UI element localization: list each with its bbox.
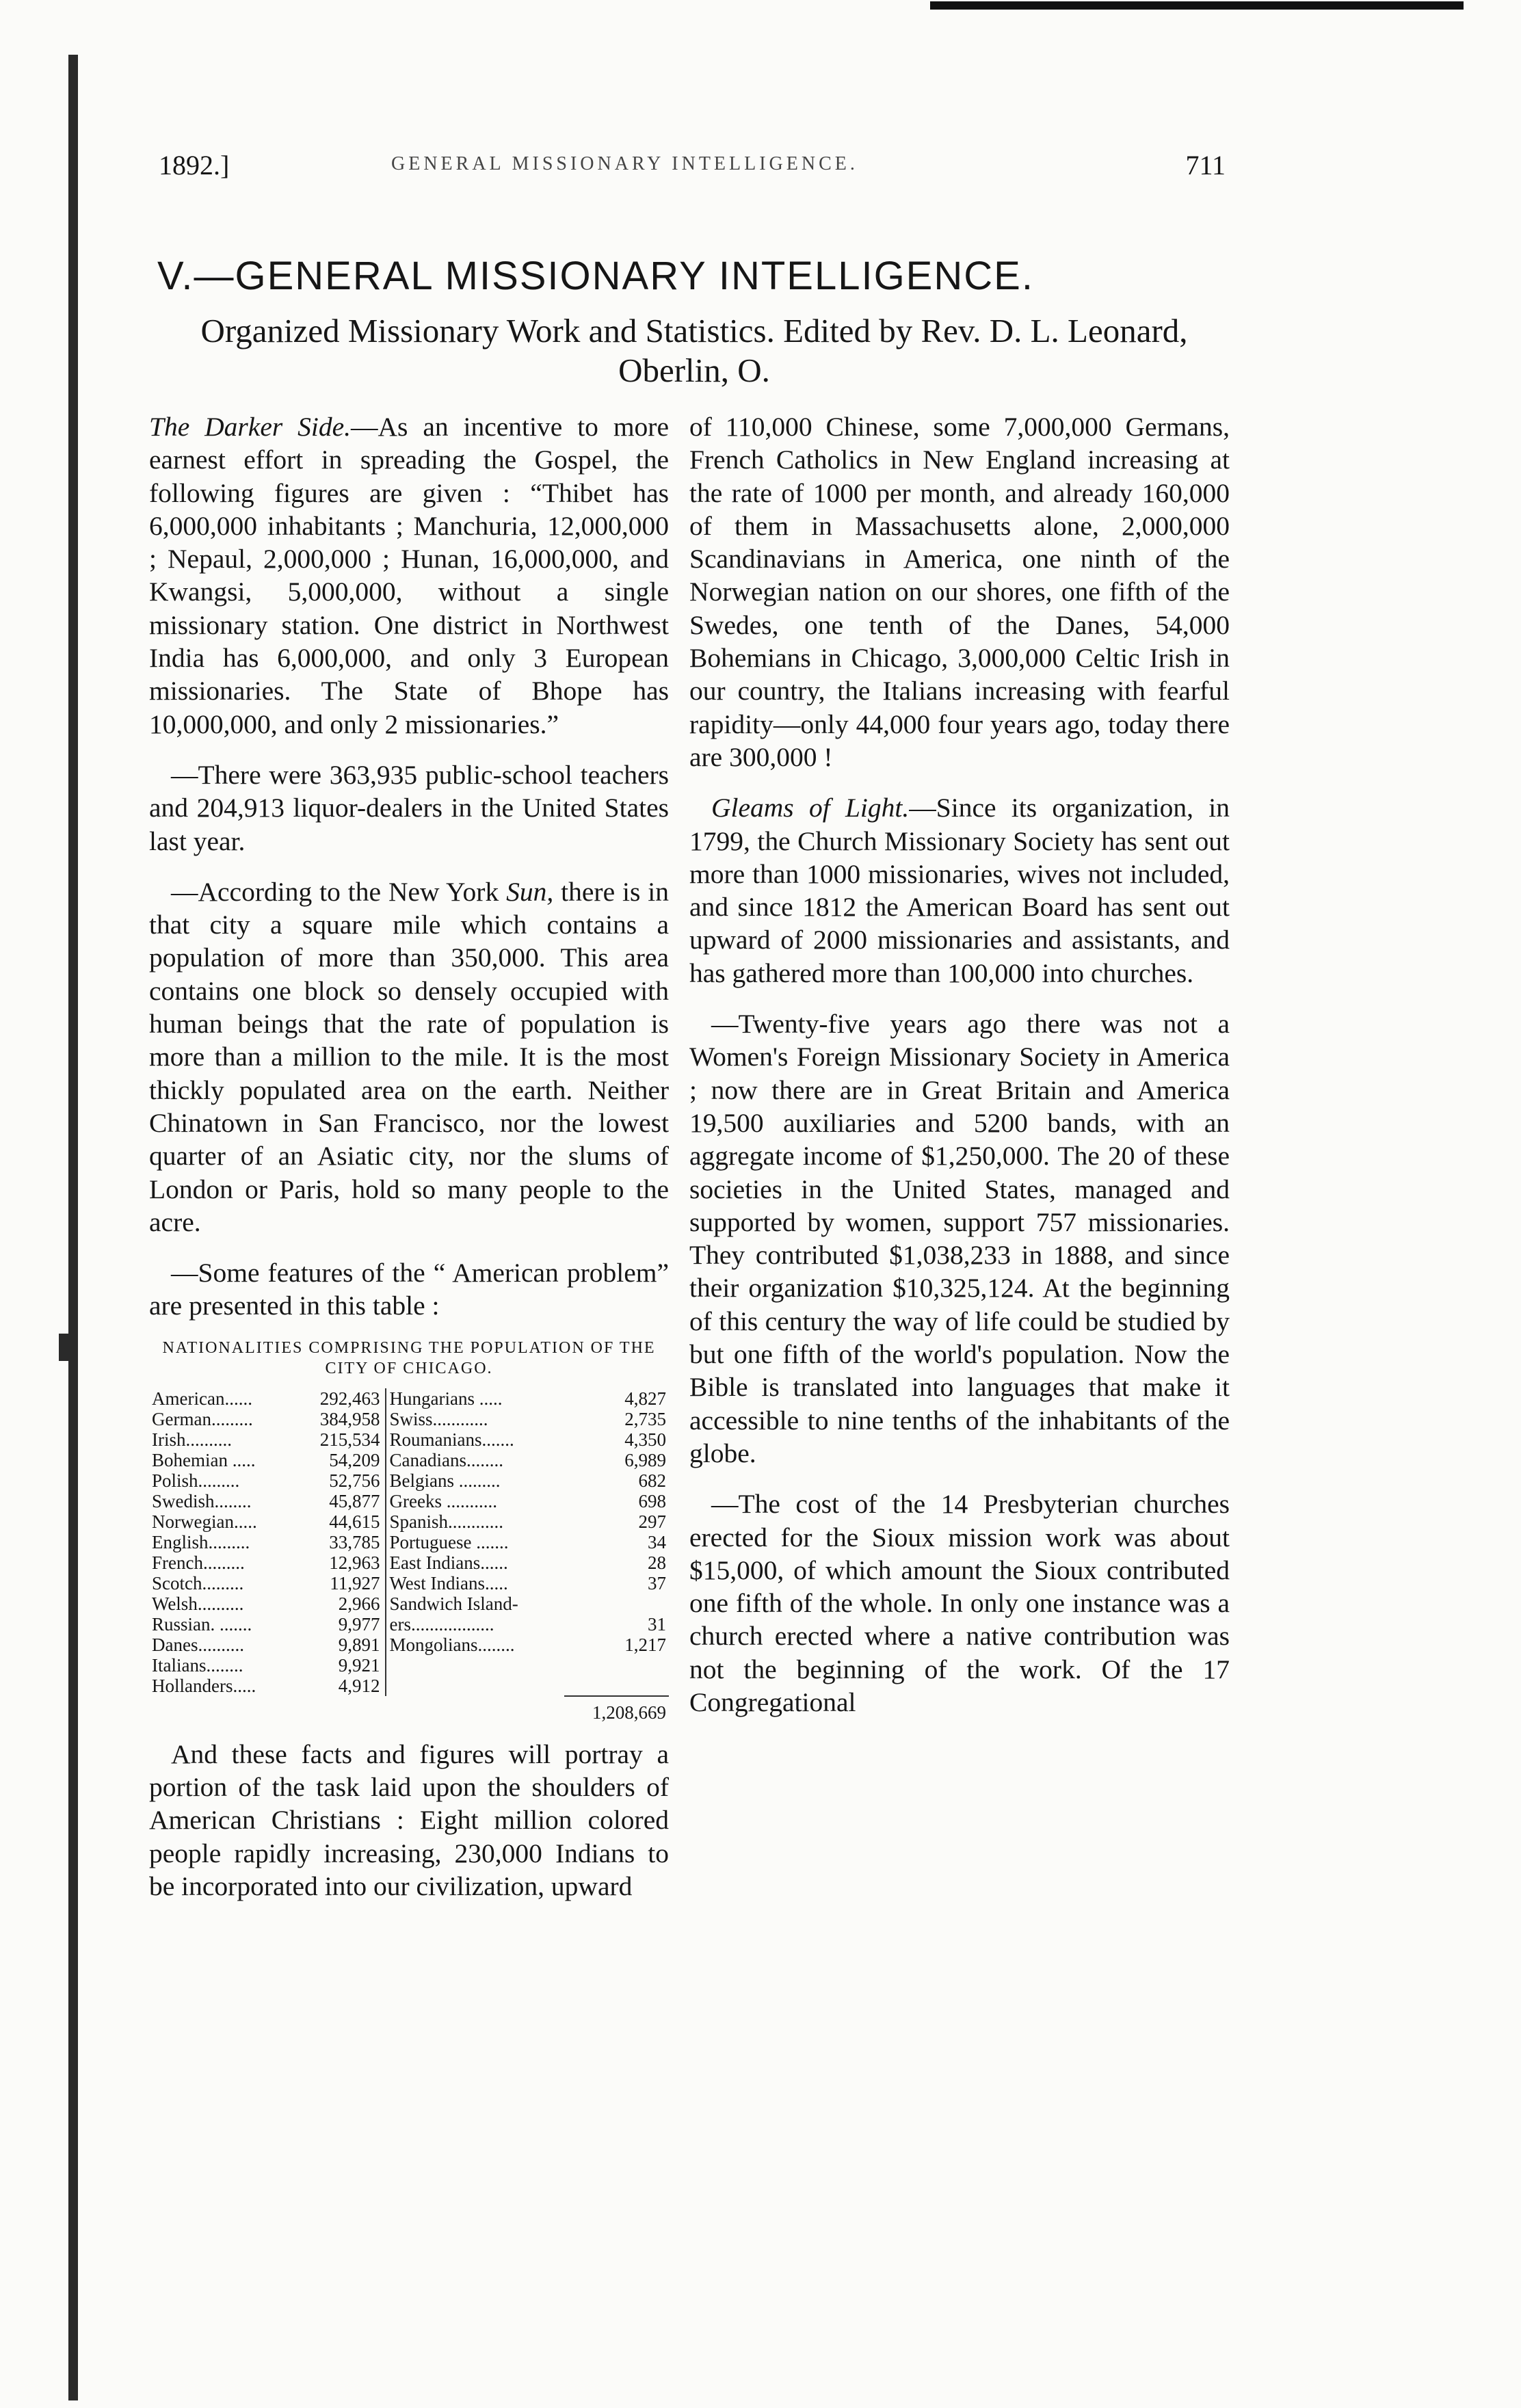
table-total-row (149, 1696, 669, 1723)
nationality-count: 698 (638, 1490, 666, 1511)
page-header (159, 149, 1226, 190)
newspaper-name: Sun, (506, 876, 554, 907)
table-row (149, 1655, 669, 1676)
paragraph-facts-and-figures: And these facts and figures will portray a portion of the task laid upon the shoulders of American Christians : Eight million colored people rapidly increasing, 230,000 Indians to be incorporated into our civilization, upward (149, 1738, 669, 1901)
table-caption: NATIONALITIES COMPRISING THE POPULATION OF THE CITY OF CHICAGO. (162, 1338, 656, 1377)
nationality-count: 2,735 (624, 1408, 666, 1429)
nationality-count (564, 1655, 669, 1676)
section-title: V.—GENERAL MISSIONARY INTELLIGENCE. (157, 254, 1034, 298)
table-row (149, 1593, 669, 1614)
right-column (689, 410, 1230, 1727)
table-row (149, 1491, 669, 1511)
header-year: 1892.] (159, 150, 230, 181)
nationality-name: ers.................. (389, 1613, 494, 1635)
table-row (149, 1470, 669, 1491)
nationality-count: 4,350 (624, 1429, 666, 1450)
paragraph-lead: The Darker Side. (149, 412, 352, 442)
nationality-name: Hollanders..... (152, 1675, 256, 1696)
nationality-name: Greeks ........... (389, 1490, 497, 1511)
nationality-count: 384,958 (295, 1409, 386, 1429)
paragraph-lead: Gleams of Light. (711, 793, 910, 823)
paragraph-darker-side (149, 410, 669, 741)
nationality-name: Norwegian..... (152, 1511, 257, 1532)
nationality-count (564, 1676, 669, 1696)
nationality-name: Irish.......... (152, 1429, 232, 1450)
nationality-name: Bohemian ..... (152, 1449, 256, 1470)
nationality-name: Portuguese ....... (389, 1531, 509, 1552)
nationality-name: American...... (152, 1388, 252, 1409)
nationality-count: 45,877 (295, 1491, 386, 1511)
nationalities-table (149, 1388, 669, 1723)
nationality-count: 37 (648, 1572, 666, 1593)
table-total: 1,208,669 (564, 1696, 669, 1723)
nationality-name: Polish......... (152, 1470, 240, 1491)
table-row (149, 1409, 669, 1429)
nationality-count: 11,927 (295, 1573, 386, 1593)
table-row (149, 1552, 669, 1573)
nationality-count (564, 1593, 669, 1614)
paragraph-womens-societies: —Twenty-five years ago there was not a Women's Foreign Missionary Society in America ; now there are in Great Britain and America 19,500 auxiliaries and 5200 bands, with an aggregate income of $1,250,000. The 20 of these societies in the United States, managed and supported by women, support 757 missionaries. They contributed $1,038,233 in 1888, and since their organization $10,325,124. At the beginning of this century the way of life could be studied by but one fifth of the world's population. Now the Bible is translated into languages that make it accessible to nine tenths of the inhabitants of the globe. (689, 1009, 1230, 1468)
table-spacer (149, 1696, 564, 1723)
paragraph-american-problem: —Some features of the “ American problem” are presented in this table : (149, 1258, 669, 1321)
nationality-count: 215,534 (295, 1429, 386, 1450)
nationality-count: 9,891 (295, 1635, 386, 1655)
paragraph-text: —Since its organization, in 1799, the Church Missionary Society has sent out more than 1000 missionaries, wives not included, and since 1812 the American Board has sent out upward of 2000 missionaries and assistants, and has gathered more than 100,000 into churches. (689, 793, 1230, 988)
nationality-name: Welsh.......... (152, 1593, 244, 1614)
top-edge-bar (930, 1, 1464, 10)
nationality-count: 33,785 (295, 1532, 386, 1552)
left-column (149, 410, 669, 1911)
nationality-name: English......... (152, 1531, 250, 1552)
nationality-name: Roumanians....... (389, 1429, 514, 1450)
nationality-name: Scotch......... (152, 1572, 244, 1593)
nationality-name: West Indians..... (389, 1572, 508, 1593)
table-row (149, 1450, 669, 1470)
table-row (149, 1532, 669, 1552)
section-subtitle: Organized Missionary Work and Statistics. Edited by Rev. D. L. Leonard, Oberlin, O. (200, 312, 1188, 389)
paragraph-continued: of 110,000 Chinese, some 7,000,000 Germans, French Catholics in New England increasing at the rate of 1000 per month, and already 160,000 of them in Massachusetts alone, 2,000,000 Scandinavians in America, one ninth of the Norwegian nation on our shores, one fifth of the Swedes, one tenth of the Danes, 54,000 Bohemians in Chicago, 3,000,000 Celtic Irish in our country, the Italians increasing with fearful rapidity—only 44,000 four years ago, today there are 300,000 ! (689, 412, 1230, 772)
running-title: GENERAL MISSIONARY INTELLIGENCE. (391, 153, 858, 174)
binding-mark (59, 1334, 78, 1361)
nationality-name: Swedish........ (152, 1490, 252, 1511)
nationality-count: 52,756 (295, 1470, 386, 1491)
nationality-name: Mongolians........ (389, 1634, 515, 1655)
nationality-count: 297 (638, 1511, 666, 1532)
paragraph-new-york: —According to the New York Sun, there is in that city a square mile which contains a population of more than 350,000. This area contains one block so densely occupied with human beings that the rate of population is more than a million to the mile. It is the most thickly populated area on the earth. Neither Chinatown in San Francisco, nor the lowest quarter of an Asiatic city, nor the slums of London or Paris, hold so many people to the acre. (149, 876, 670, 1237)
paragraph-gleams-of-light (689, 791, 1230, 990)
nationality-count: 12,963 (295, 1552, 386, 1573)
nationality-count: 9,977 (295, 1614, 386, 1635)
nationality-name: Belgians ......... (389, 1470, 501, 1491)
nationality-name: Sandwich Island- (389, 1593, 518, 1614)
table-row (149, 1429, 669, 1450)
nationality-count: 1,217 (624, 1634, 666, 1655)
nationality-count: 682 (638, 1470, 666, 1491)
nationality-name: Swiss............ (389, 1408, 488, 1429)
nationality-count: 2,966 (295, 1593, 386, 1614)
page-number: 711 (1185, 150, 1226, 181)
table-row (149, 1614, 669, 1635)
nationality-name: French......... (152, 1552, 245, 1573)
nationality-count: 28 (648, 1552, 666, 1573)
nationality-count: 292,463 (295, 1388, 386, 1409)
nationality-name: Hungarians ..... (389, 1388, 503, 1409)
nationality-name: German......... (152, 1408, 253, 1429)
binding-edge (68, 55, 78, 2400)
table-row (149, 1676, 669, 1696)
nationality-name: Italians........ (152, 1654, 243, 1676)
nationality-name: Russian. ....... (152, 1613, 252, 1635)
table-row (149, 1573, 669, 1593)
nationality-count: 4,912 (295, 1676, 386, 1696)
table-row (149, 1388, 669, 1409)
nationality-count: 6,989 (624, 1449, 666, 1470)
table-row (149, 1511, 669, 1532)
paragraph-sioux-mission: —The cost of the 14 Presbyterian churches erected for the Sioux mission work was about $15,000, of which amount the Sioux contributed one fifth of the whole. In only one instance was a church erected where a native contribution was not the beginning of the work. Of the 17 Congregational (689, 1489, 1230, 1717)
nationality-count: 54,209 (295, 1450, 386, 1470)
nationality-count: 44,615 (295, 1511, 386, 1532)
nationality-name: East Indians...... (389, 1552, 508, 1573)
nationality-count: 34 (648, 1531, 666, 1552)
nationality-name: Spanish............ (389, 1511, 503, 1532)
nationality-count: 31 (648, 1613, 666, 1635)
nationality-name: Danes.......... (152, 1634, 244, 1655)
paragraph-teachers: —There were 363,935 public-school teachers and 204,913 liquor-dealers in the United States last year. (149, 759, 669, 856)
nationality-name (386, 1655, 564, 1676)
nationality-name (386, 1676, 564, 1696)
paragraph-text: —As an incentive to more earnest effort in spreading the Gospel, the following figures are given : “Thibet has 6,000,000 inhabitants ; Manchuria, 12,000,000 ; Nepaul, 2,000,000 ; Hunan, 16,000,000, and Kwangsi, 5,000,000, without a single missionary station. One district in Northwest India has 6,000,000, and only 3 European missionaries. The State of Bhope has 10,000,000, and only 2 missionaries.” (149, 412, 669, 739)
nationality-name: Canadians........ (389, 1449, 503, 1470)
nationality-count: 9,921 (295, 1655, 386, 1676)
table-row (149, 1635, 669, 1655)
nationality-count: 4,827 (624, 1388, 666, 1409)
